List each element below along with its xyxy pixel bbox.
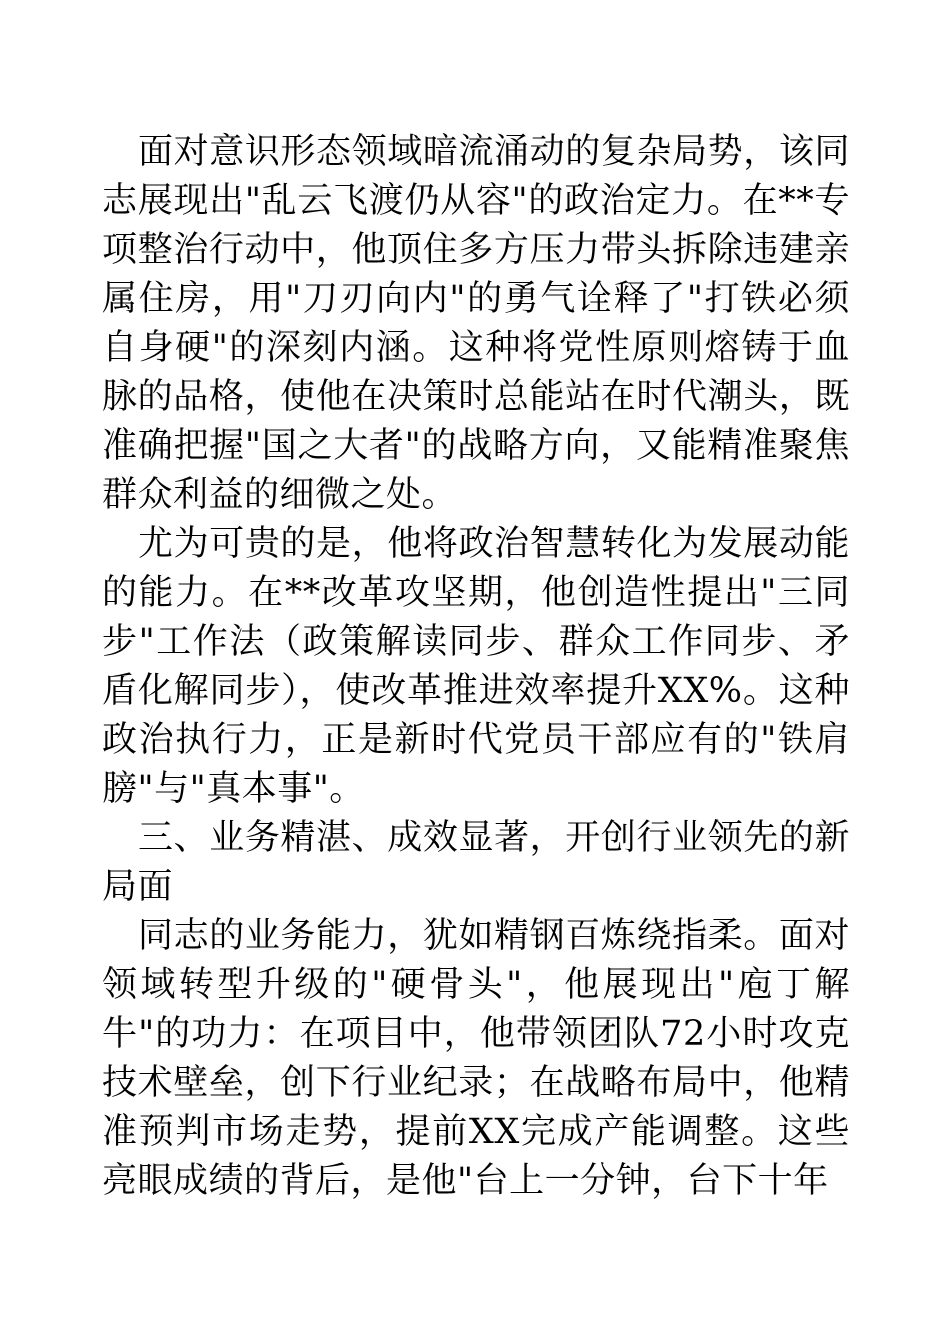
paragraph-political-stance: 面对意识形态领域暗流涌动的复杂局势，该同志展现出"乱云飞渡仍从容"的政治定力。在**专项整治行动中，他顶住多方压力带头拆除违建亲属住房，用"刀刃向内"的勇气诠释了"打铁必须自身硬"的深刻内涵。这种将党性原则熔铸于血脉的品格，使他在决策时总能站在时代潮头，既准确把握"国之大者"的战略方向，又能精准聚焦群众利益的细微之处。 xyxy=(102,132,850,515)
document-body xyxy=(102,128,850,1206)
paragraph-reform-ability: 尤为可贵的是，他将政治智慧转化为发展动能的能力。在**改革攻坚期，他创造性提出"三同步"工作法（政策解读同步、群众工作同步、矛盾化解同步），使改革推进效率提升XX%。这种政治执行力，正是新时代党员干部应有的"铁肩膀"与"真本事"。 xyxy=(102,524,850,809)
paragraph-business-ability: 同志的业务能力，犹如精钢百炼绕指柔。面对领域转型升级的"硬骨头"，他展现出"庖丁解牛"的功力：在项目中，他带领团队72小时攻克技术壁垒，创下行业纪录；在战略布局中，他精准预判市场走势，提前XX完成产能调整。这些亮眼成绩的背后，是他"台上一分钟，台下十年 xyxy=(102,916,850,1201)
section-heading-business: 三、业务精湛、成效显著，开创行业领先的新局面 xyxy=(102,818,850,907)
